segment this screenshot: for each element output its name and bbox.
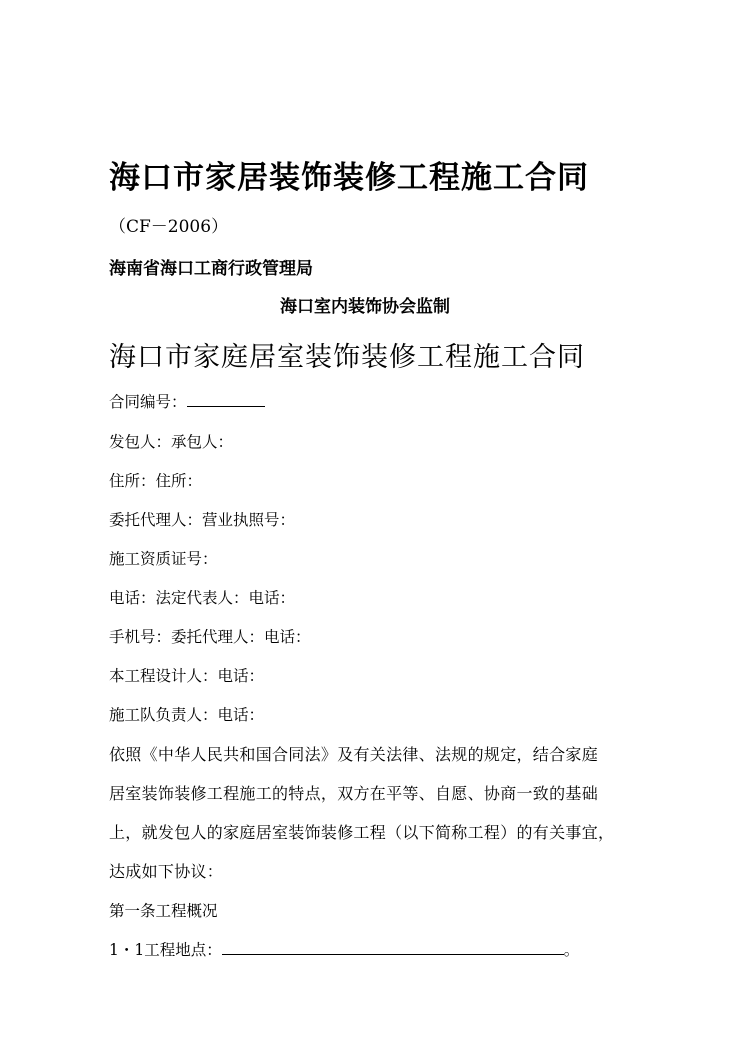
document-subtitle: 海口市家庭居室装饰装修工程施工合同 [109,342,585,373]
item-1-1-field [109,938,579,960]
parties-field: 发包人：承包人： [109,433,234,451]
preamble-line: 居室装饰装修工程施工的特点，双方在平等、自愿、协商一致的基础 [109,784,599,803]
contract-number-blank[interactable] [187,392,265,407]
contract-number-label: 合同编号： [109,393,187,411]
phone-legal-field: 电话：法定代表人：电话： [109,589,296,607]
preamble-line: 上，就发包人的家庭居室装饰装修工程（以下简称工程）的有关事宜， [109,823,615,842]
address-field: 住所：住所： [109,472,203,490]
preamble-line: 依照《中华人民共和国合同法》及有关法律、法规的规定，结合家庭 [109,745,599,764]
contract-code: （CF－2006） [109,217,229,237]
agent-license-field: 委托代理人：营业执照号： [109,511,296,529]
designer-field: 本工程设计人：电话： [109,667,265,685]
preamble-line: 达成如下协议： [109,862,224,881]
mobile-agent-field: 手机号：委托代理人：电话： [109,628,311,646]
item-1-1-label: 1・1工程地点： [109,941,222,959]
contract-number-field [109,390,265,412]
team-leader-field: 施工队负责人：电话： [109,706,265,724]
article-1-heading: 第一条工程概况 [109,902,218,920]
supervisor: 海口室内装饰协会监制 [280,297,450,317]
document-title: 海口市家居装饰装修工程施工合同 [109,160,589,196]
qualification-field: 施工资质证号： [109,550,218,568]
work-location-blank[interactable] [222,940,564,955]
item-1-1-end: 。 [563,941,580,959]
issuer: 海南省海口工商行政管理局 [109,259,313,279]
